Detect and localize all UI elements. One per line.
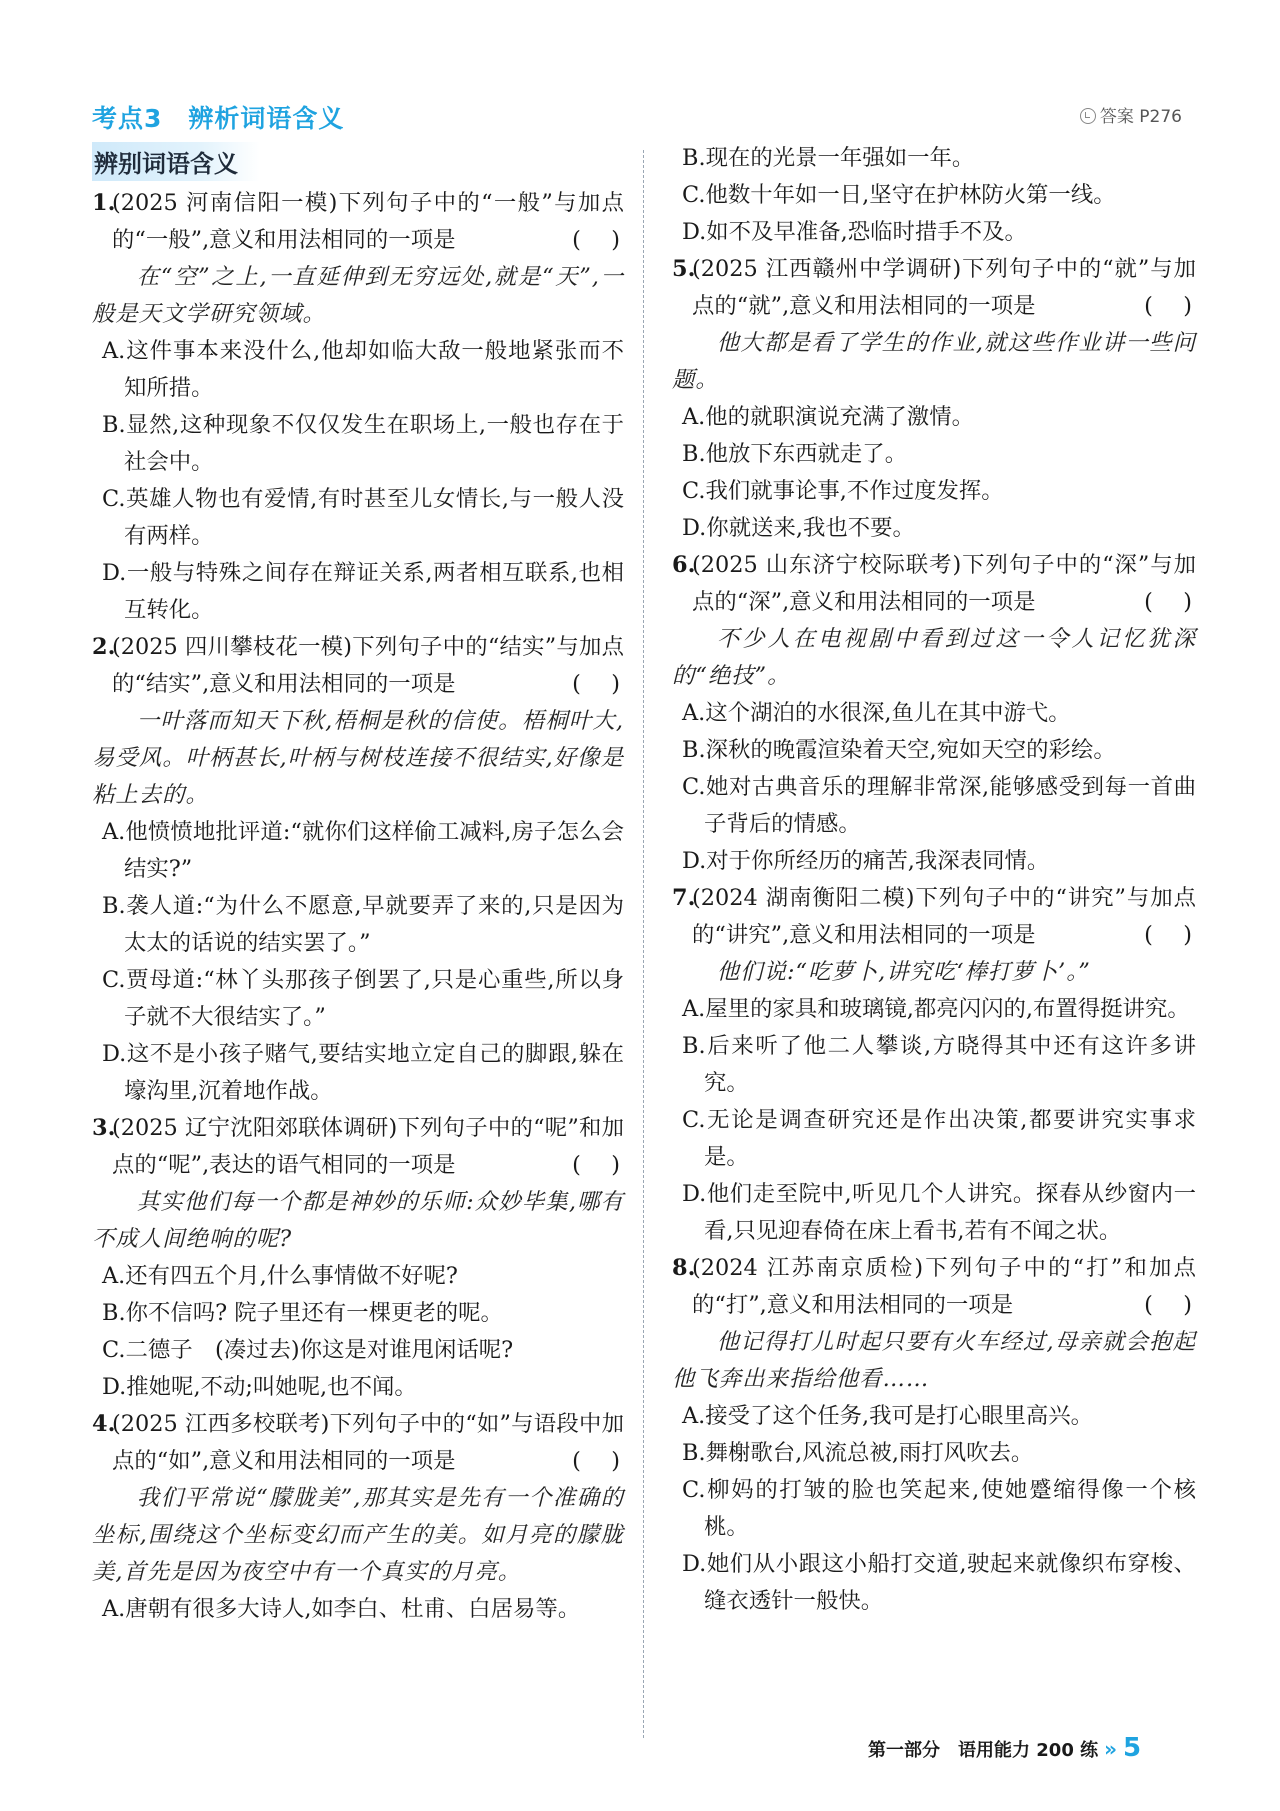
answer-bracket: ( ) bbox=[572, 227, 624, 253]
question-passage: 我们平常说“朦胧美”,那其实是先有一个准确的坐标,围绕这个坐标变幻而产生的美。如月亮的朦胧美,首先是因为夜空中有一个真实的月亮。 bbox=[92, 1485, 624, 1585]
option-b: B.你不信吗? 院子里还有一棵更老的呢。 bbox=[102, 1300, 503, 1326]
option-c: C.她对古典音乐的理解非常深,能够感受到每一首曲子背后的情感。 bbox=[682, 774, 1196, 837]
question-passage: 不少人在电视剧中看到过这一令人记忆犹深的“绝技”。 bbox=[672, 626, 1196, 689]
answer-bracket: ( ) bbox=[1144, 1292, 1196, 1318]
question-stem: (2024 江苏南京质检)下列句子中的“打”和加点的“打”,意义和用法相同的一项是 bbox=[692, 1255, 1196, 1318]
option-d: D.如不及早准备,恐临时措手不及。 bbox=[682, 219, 1027, 245]
answer-bracket: ( ) bbox=[1144, 589, 1196, 615]
option-a: A.这件事本来没什么,他却如临大敌一般地紧张而不知所措。 bbox=[102, 338, 624, 401]
question-6 bbox=[672, 547, 1196, 621]
footer-part-label: 第一部分 语用能力 200 练 bbox=[868, 1740, 1099, 1761]
answer-bracket: ( ) bbox=[572, 1152, 624, 1178]
question-passage: 一叶落而知天下秋,梧桐是秋的信使。梧桐叶大,易受风。叶柄甚长,叶柄与树枝连接不很结实,好像是粘上去的。 bbox=[92, 708, 624, 808]
option-c: C.二德子 (凑过去)你这是对谁甩闲话呢? bbox=[102, 1337, 514, 1363]
question-stem: (2025 辽宁沈阳郊联体调研)下列句子中的“呢”和加点的“呢”,表达的语气相同的一项是 bbox=[112, 1115, 624, 1178]
question-number: 8. bbox=[672, 1255, 696, 1281]
option-b: B.后来听了他二人攀谈,方晓得其中还有这许多讲究。 bbox=[682, 1033, 1196, 1096]
option-c: C.我们就事论事,不作过度发挥。 bbox=[682, 478, 1004, 504]
question-number: 2. bbox=[92, 634, 116, 660]
option-d: D.你就送来,我也不要。 bbox=[682, 515, 915, 541]
question-3 bbox=[92, 1110, 624, 1184]
question-number: 5. bbox=[672, 256, 696, 282]
option-a: A.接受了这个任务,我可是打心眼里高兴。 bbox=[682, 1403, 1094, 1429]
question-number: 1. bbox=[92, 190, 116, 216]
question-number: 4. bbox=[92, 1411, 116, 1437]
option-c: C.英雄人物也有爱情,有时甚至儿女情长,与一般人没有两样。 bbox=[102, 486, 624, 549]
option-b: B.显然,这种现象不仅仅发生在职场上,一般也存在于社会中。 bbox=[102, 412, 624, 475]
subsection-title: 辨别词语含义 bbox=[92, 142, 260, 181]
question-8 bbox=[672, 1250, 1196, 1324]
question-stem: (2025 四川攀枝花一模)下列句子中的“结实”与加点的“结实”,意义和用法相同的一项是 bbox=[112, 634, 624, 697]
option-a: A.屋里的家具和玻璃镜,都亮闪闪的,布置得挺讲究。 bbox=[682, 996, 1190, 1022]
question-2 bbox=[92, 629, 624, 703]
question-passage: 他记得打儿时起只要有火车经过,母亲就会抱起他飞奔出来指给他看…… bbox=[672, 1329, 1196, 1392]
answer-icon bbox=[1080, 108, 1096, 124]
answer-bracket: ( ) bbox=[1144, 922, 1196, 948]
option-b: B.他放下东西就走了。 bbox=[682, 441, 908, 467]
option-d: D.推她呢,不动;叫她呢,也不闻。 bbox=[102, 1374, 417, 1400]
option-d: D.她们从小跟这小船打交道,驶起来就像织布穿梭、缝衣透针一般快。 bbox=[682, 1551, 1196, 1614]
option-a: A.还有四五个月,什么事情做不好呢? bbox=[102, 1263, 458, 1289]
option-d: D.一般与特殊之间存在辩证关系,两者相互联系,也相互转化。 bbox=[102, 560, 624, 623]
question-passage: 他大都是看了学生的作业,就这些作业讲一些问题。 bbox=[672, 330, 1196, 393]
option-b: B.袭人道:“为什么不愿意,早就要弄了来的,只是因为太太的话说的结实罢了。” bbox=[102, 893, 624, 956]
option-a: A.他的就职演说充满了激情。 bbox=[682, 404, 974, 430]
option-b: B.舞榭歌台,风流总被,雨打风吹去。 bbox=[682, 1440, 1034, 1466]
answer-bracket: ( ) bbox=[572, 671, 624, 697]
option-d: D.他们走至院中,听见几个人讲究。探春从纱窗内一看,只见迎春倚在床上看书,若有不闻之状。 bbox=[682, 1181, 1196, 1244]
option-c: C.他数十年如一日,坚守在护林防火第一线。 bbox=[682, 182, 1116, 208]
option-a: A.这个湖泊的水很深,鱼儿在其中游弋。 bbox=[682, 700, 1071, 726]
answer-bracket: ( ) bbox=[1144, 293, 1196, 319]
answer-ref-text: 答案 P276 bbox=[1099, 107, 1182, 127]
option-a: A.他愤愤地批评道:“就你们这样偷工减料,房子怎么会结实?” bbox=[102, 819, 624, 882]
question-stem: (2025 山东济宁校际联考)下列句子中的“深”与加点的“深”,意义和用法相同的一项是 bbox=[692, 552, 1196, 615]
question-number: 7. bbox=[672, 885, 696, 911]
question-7 bbox=[672, 880, 1196, 954]
option-c: C.柳妈的打皱的脸也笑起来,使她蹙缩得像一个核桃。 bbox=[682, 1477, 1196, 1540]
option-c: C.贾母道:“林丫头那孩子倒罢了,只是心重些,所以身子就不大很结实了。” bbox=[102, 967, 624, 1030]
question-5 bbox=[672, 251, 1196, 325]
question-passage: 在“空”之上,一直延伸到无穷远处,就是“天”,一般是天文学研究领域。 bbox=[92, 264, 624, 327]
option-d: D.这不是小孩子赌气,要结实地立定自己的脚跟,躲在壕沟里,沉着地作战。 bbox=[102, 1041, 624, 1104]
question-stem: (2025 河南信阳一模)下列句子中的“一般”与加点的“一般”,意义和用法相同的一项是 bbox=[112, 190, 624, 253]
page-footer bbox=[868, 1733, 1141, 1763]
question-number: 6. bbox=[672, 552, 696, 578]
question-passage: 他们说:“吃萝卜,讲究吃‘棒打萝卜’。” bbox=[716, 959, 1091, 985]
section-title: 考点3 辨析词语含义 bbox=[92, 104, 345, 133]
option-b: B.深秋的晚霞渲染着天空,宛如天空的彩绘。 bbox=[682, 737, 1116, 763]
page-number: 5 bbox=[1123, 1733, 1142, 1763]
chevron-right-icon: » bbox=[1104, 1737, 1118, 1761]
left-column bbox=[92, 185, 624, 1628]
question-stem: (2025 江西多校联考)下列句子中的“如”与语段中加点的“如”,意义和用法相同的一项是 bbox=[112, 1411, 624, 1474]
option-c: C.无论是调查研究还是作出决策,都要讲究实事求是。 bbox=[682, 1107, 1196, 1170]
column-divider bbox=[643, 150, 644, 1738]
answer-reference bbox=[1080, 102, 1182, 127]
question-1 bbox=[92, 185, 624, 259]
option-d: D.对于你所经历的痛苦,我深表同情。 bbox=[682, 848, 1050, 874]
answer-bracket: ( ) bbox=[572, 1448, 624, 1474]
right-column bbox=[672, 140, 1196, 1620]
question-4 bbox=[92, 1406, 624, 1480]
question-stem: (2024 湖南衡阳二模)下列句子中的“讲究”与加点的“讲究”,意义和用法相同的一项是 bbox=[692, 885, 1196, 948]
question-passage: 其实他们每一个都是神妙的乐师:众妙毕集,哪有不成人间绝响的呢? bbox=[92, 1189, 624, 1252]
question-stem: (2025 江西赣州中学调研)下列句子中的“就”与加点的“就”,意义和用法相同的一项是 bbox=[692, 256, 1196, 319]
option-a: A.唐朝有很多大诗人,如李白、杜甫、白居易等。 bbox=[102, 1596, 581, 1622]
option-b: B.现在的光景一年强如一年。 bbox=[682, 145, 975, 171]
question-number: 3. bbox=[92, 1115, 116, 1141]
